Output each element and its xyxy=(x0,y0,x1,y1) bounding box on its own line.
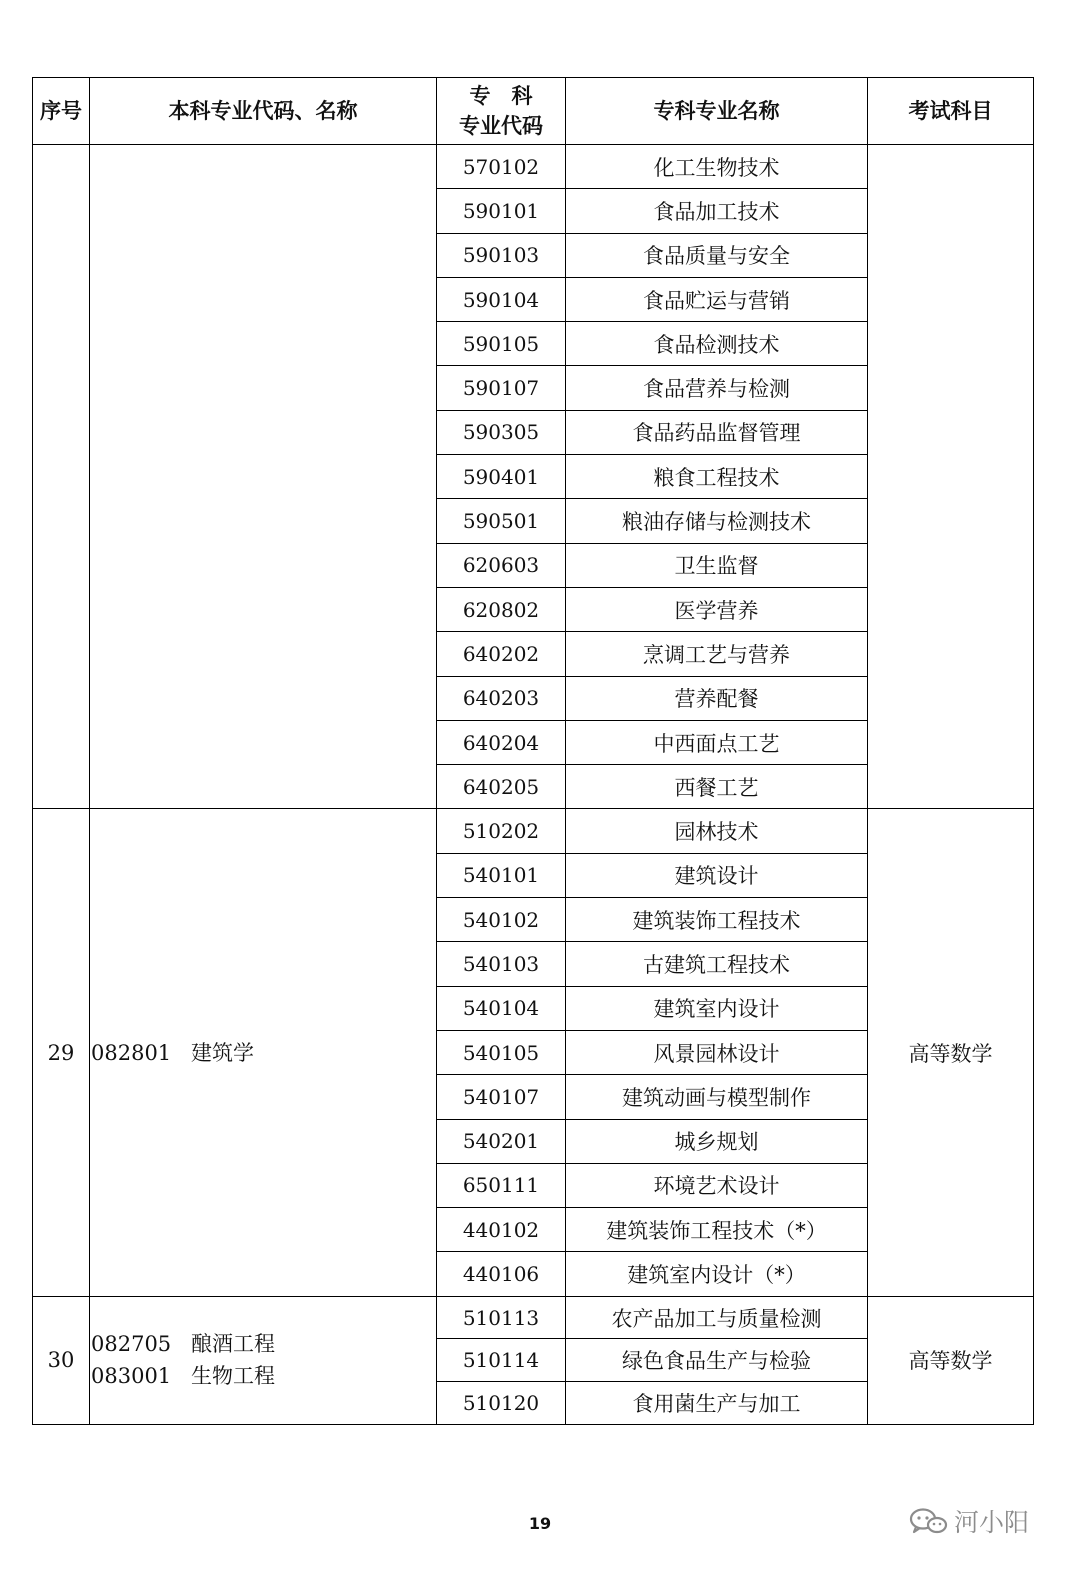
junior-name-cell: 食品贮运与营销 xyxy=(566,277,868,321)
bachelor-code: 082801 xyxy=(91,1040,172,1065)
junior-code-cell: 590101 xyxy=(437,189,566,233)
header-seq: 序号 xyxy=(33,78,90,145)
junior-code-cell: 640205 xyxy=(437,765,566,809)
junior-name-cell: 城乡规划 xyxy=(566,1119,868,1163)
junior-code-cell: 570102 xyxy=(437,145,566,189)
junior-code-cell: 510202 xyxy=(437,809,566,853)
junior-name-cell: 食品营养与检测 xyxy=(566,366,868,410)
junior-code-cell: 540107 xyxy=(437,1075,566,1119)
wechat-icon xyxy=(908,1506,948,1536)
junior-code-cell: 590107 xyxy=(437,366,566,410)
junior-code-cell: 620802 xyxy=(437,587,566,631)
watermark xyxy=(908,1503,1029,1539)
junior-name-cell: 风景园林设计 xyxy=(566,1030,868,1074)
junior-code-cell: 590401 xyxy=(437,455,566,499)
header-code-line1: 专 科 xyxy=(469,84,533,108)
table-row xyxy=(33,145,1034,189)
bachelor-code: 083001 xyxy=(91,1364,172,1389)
junior-name-cell: 食品加工技术 xyxy=(566,189,868,233)
junior-name-cell: 建筑装饰工程技术 xyxy=(566,898,868,942)
junior-name-cell: 粮油存储与检测技术 xyxy=(566,499,868,543)
majors-table xyxy=(32,77,1034,1425)
junior-name-cell: 食品检测技术 xyxy=(566,322,868,366)
exam-subject-cell: 高等数学 xyxy=(868,809,1034,1296)
junior-name-cell: 建筑室内设计 xyxy=(566,986,868,1030)
bachelor-major-cell xyxy=(90,809,437,1296)
header-bachelor: 本科专业代码、名称 xyxy=(90,78,437,145)
junior-code-cell: 590105 xyxy=(437,322,566,366)
junior-code-cell: 640203 xyxy=(437,676,566,720)
header-code-line2: 专业代码 xyxy=(459,114,543,138)
junior-name-cell: 卫生监督 xyxy=(566,543,868,587)
header-name: 专科专业名称 xyxy=(566,78,868,145)
bachelor-major-cell xyxy=(90,145,437,809)
exam-subject-cell: 高等数学 xyxy=(868,1296,1034,1424)
junior-name-cell: 建筑设计 xyxy=(566,853,868,897)
junior-name-cell: 园林技术 xyxy=(566,809,868,853)
junior-name-cell: 建筑室内设计（*） xyxy=(566,1252,868,1296)
junior-code-cell: 540201 xyxy=(437,1119,566,1163)
junior-name-cell: 绿色食品生产与检验 xyxy=(566,1339,868,1382)
junior-name-cell: 化工生物技术 xyxy=(566,145,868,189)
junior-code-cell: 540103 xyxy=(437,942,566,986)
junior-name-cell: 烹调工艺与营养 xyxy=(566,632,868,676)
bachelor-name: 酿酒工程 xyxy=(191,1332,275,1357)
junior-name-cell: 粮食工程技术 xyxy=(566,455,868,499)
page-number: 19 xyxy=(528,1514,552,1533)
junior-code-cell: 650111 xyxy=(437,1163,566,1207)
bachelor-code: 082705 xyxy=(91,1332,172,1357)
junior-name-cell: 西餐工艺 xyxy=(566,765,868,809)
table-row xyxy=(33,1296,1034,1339)
junior-code-cell: 510113 xyxy=(437,1296,566,1339)
junior-name-cell: 环境艺术设计 xyxy=(566,1163,868,1207)
junior-name-cell: 农产品加工与质量检测 xyxy=(566,1296,868,1339)
watermark-text: 河小阳 xyxy=(954,1508,1030,1537)
junior-name-cell: 食品质量与安全 xyxy=(566,233,868,277)
seq-cell: 30 xyxy=(33,1296,90,1424)
table-row xyxy=(33,809,1034,853)
junior-code-cell: 440102 xyxy=(437,1208,566,1252)
bachelor-major xyxy=(91,1037,436,1069)
junior-code-cell: 540105 xyxy=(437,1030,566,1074)
junior-code-cell: 640204 xyxy=(437,720,566,764)
junior-code-cell: 510120 xyxy=(437,1382,566,1425)
junior-code-cell: 510114 xyxy=(437,1339,566,1382)
seq-cell: 29 xyxy=(33,809,90,1296)
junior-code-cell: 640202 xyxy=(437,632,566,676)
junior-name-cell: 建筑动画与模型制作 xyxy=(566,1075,868,1119)
junior-name-cell: 古建筑工程技术 xyxy=(566,942,868,986)
junior-code-cell: 590104 xyxy=(437,277,566,321)
header-exam: 考试科目 xyxy=(868,78,1034,145)
junior-code-cell: 540104 xyxy=(437,986,566,1030)
junior-name-cell: 中西面点工艺 xyxy=(566,720,868,764)
bachelor-major xyxy=(91,1360,436,1392)
junior-name-cell: 食用菌生产与加工 xyxy=(566,1382,868,1425)
table-body xyxy=(33,145,1034,1425)
junior-name-cell: 营养配餐 xyxy=(566,676,868,720)
junior-code-cell: 620603 xyxy=(437,543,566,587)
junior-code-cell: 540102 xyxy=(437,898,566,942)
bachelor-major xyxy=(91,1328,436,1360)
header-row xyxy=(33,78,1034,145)
junior-name-cell: 食品药品监督管理 xyxy=(566,410,868,454)
junior-code-cell: 440106 xyxy=(437,1252,566,1296)
header-code xyxy=(437,78,566,145)
junior-code-cell: 590501 xyxy=(437,499,566,543)
junior-code-cell: 590305 xyxy=(437,410,566,454)
junior-name-cell: 建筑装饰工程技术（*） xyxy=(566,1208,868,1252)
junior-code-cell: 590103 xyxy=(437,233,566,277)
junior-name-cell: 医学营养 xyxy=(566,587,868,631)
bachelor-name: 建筑学 xyxy=(191,1040,254,1065)
junior-code-cell: 540101 xyxy=(437,853,566,897)
bachelor-major-cell xyxy=(90,1296,437,1424)
bachelor-name: 生物工程 xyxy=(191,1364,275,1389)
seq-cell xyxy=(33,145,90,809)
exam-subject-cell xyxy=(868,145,1034,809)
